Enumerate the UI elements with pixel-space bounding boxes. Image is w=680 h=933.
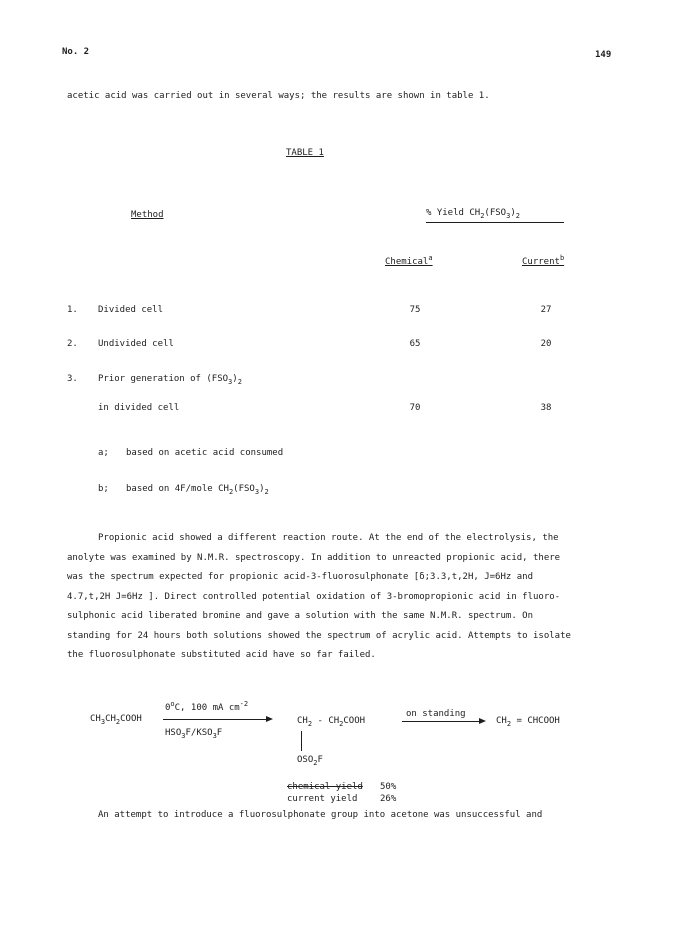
scheme-substituent: $OSO_2F$ xyxy=(297,755,323,767)
row-3-number: 3. xyxy=(67,374,78,384)
row-2-number: 2. xyxy=(67,339,78,349)
scheme-intermediate: $CH_2$ - $CH_2COOH$ xyxy=(297,716,366,728)
paragraph-line-6: standing for 24 hours both solutions showed the spectrum of acrylic acid. Attempts to isolate xyxy=(67,630,571,641)
footnote-a-label: a; xyxy=(98,448,109,458)
paragraph-line-7: the fluorosulphonate substituted acid have so far failed. xyxy=(67,650,376,660)
yield-header: % Yield $CH_2(FSO_3)_2$ xyxy=(426,208,520,220)
row-1-chemical: 75 xyxy=(409,305,421,315)
row-1-current: 27 xyxy=(540,305,552,315)
row-2-chemical: 65 xyxy=(409,339,421,349)
current-header: Current$^b$ xyxy=(522,254,565,267)
paragraph-line-1: Propionic acid showed a different reaction route. At the end of the electrolysis, the xyxy=(98,533,559,543)
paragraph-line-2: anolyte was examined by N.M.R. spectroscopy. In addition to unreacted propionic acid, there xyxy=(67,552,561,563)
page-number: 149 xyxy=(595,50,612,60)
scheme-arrow-2 xyxy=(402,721,480,722)
paragraph-line-5: sulphonic acid liberated bromine and gave a solution with the same N.M.R. spectrum. On xyxy=(67,611,533,621)
table-caption: TABLE 1 xyxy=(286,148,324,158)
footnote-b-text: based on 4F/mole $CH_2(FSO_3)_2$ xyxy=(126,484,269,496)
method-header: Method xyxy=(131,210,164,220)
scheme-condition-top: 0$^o$C, 100 mA $cm^{-2}$ xyxy=(165,700,249,713)
scheme-arrow-1 xyxy=(163,719,267,720)
row-1-method: Divided cell xyxy=(98,305,164,315)
row-3-method: Prior generation of $(FSO_3)_2$ xyxy=(98,374,242,386)
chemical-header: Chemical$^a$ xyxy=(385,254,433,267)
yield-header-underline xyxy=(426,222,564,223)
chemical-yield-value: 50% xyxy=(380,782,397,792)
row-3-current: 38 xyxy=(540,403,552,413)
row-3-chemical: 70 xyxy=(409,403,421,413)
row-3-method-line2: in divided cell xyxy=(98,403,180,413)
body-paragraph xyxy=(67,529,667,666)
scheme-arrow-2-head xyxy=(479,718,486,724)
footnote-b-label: b; xyxy=(98,484,109,494)
journal-number: No. 2 xyxy=(62,47,90,57)
scheme-bond-line xyxy=(301,731,302,751)
current-yield-label: current yield xyxy=(287,794,358,804)
current-yield-value: 26% xyxy=(380,794,397,804)
intro-line: acetic acid was carried out in several ways; the results are shown in table 1. xyxy=(67,91,490,101)
row-1-number: 1. xyxy=(67,305,78,315)
scheme-reactant: $CH_3CH_2COOH$ xyxy=(90,714,142,726)
scheme-standing-label: on standing xyxy=(406,709,466,719)
last-line: An attempt to introduce a fluorosulphonate group into acetone was unsuccessful and xyxy=(98,810,543,820)
paragraph-line-4: 4.7,t,2H J=6Hz ]. Direct controlled potential oxidation of 3-bromopropionic acid in fluoro- xyxy=(67,591,561,602)
row-2-current: 20 xyxy=(540,339,552,349)
footnote-a-text: based on acetic acid consumed xyxy=(126,448,284,458)
scheme-product: $CH_2$ = CHCOOH xyxy=(496,716,560,728)
chemical-yield-label: chemical yield xyxy=(287,782,363,792)
row-2-method: Undivided cell xyxy=(98,339,174,349)
scheme-condition-bottom: $HSO_3F/KSO_3F$ xyxy=(165,728,223,740)
scheme-arrow-1-head xyxy=(266,716,273,722)
paragraph-line-3: was the spectrum expected for propionic acid-3-fluorosulphonate [δ;3.3,t,2H, J=6Hz and xyxy=(67,572,533,582)
